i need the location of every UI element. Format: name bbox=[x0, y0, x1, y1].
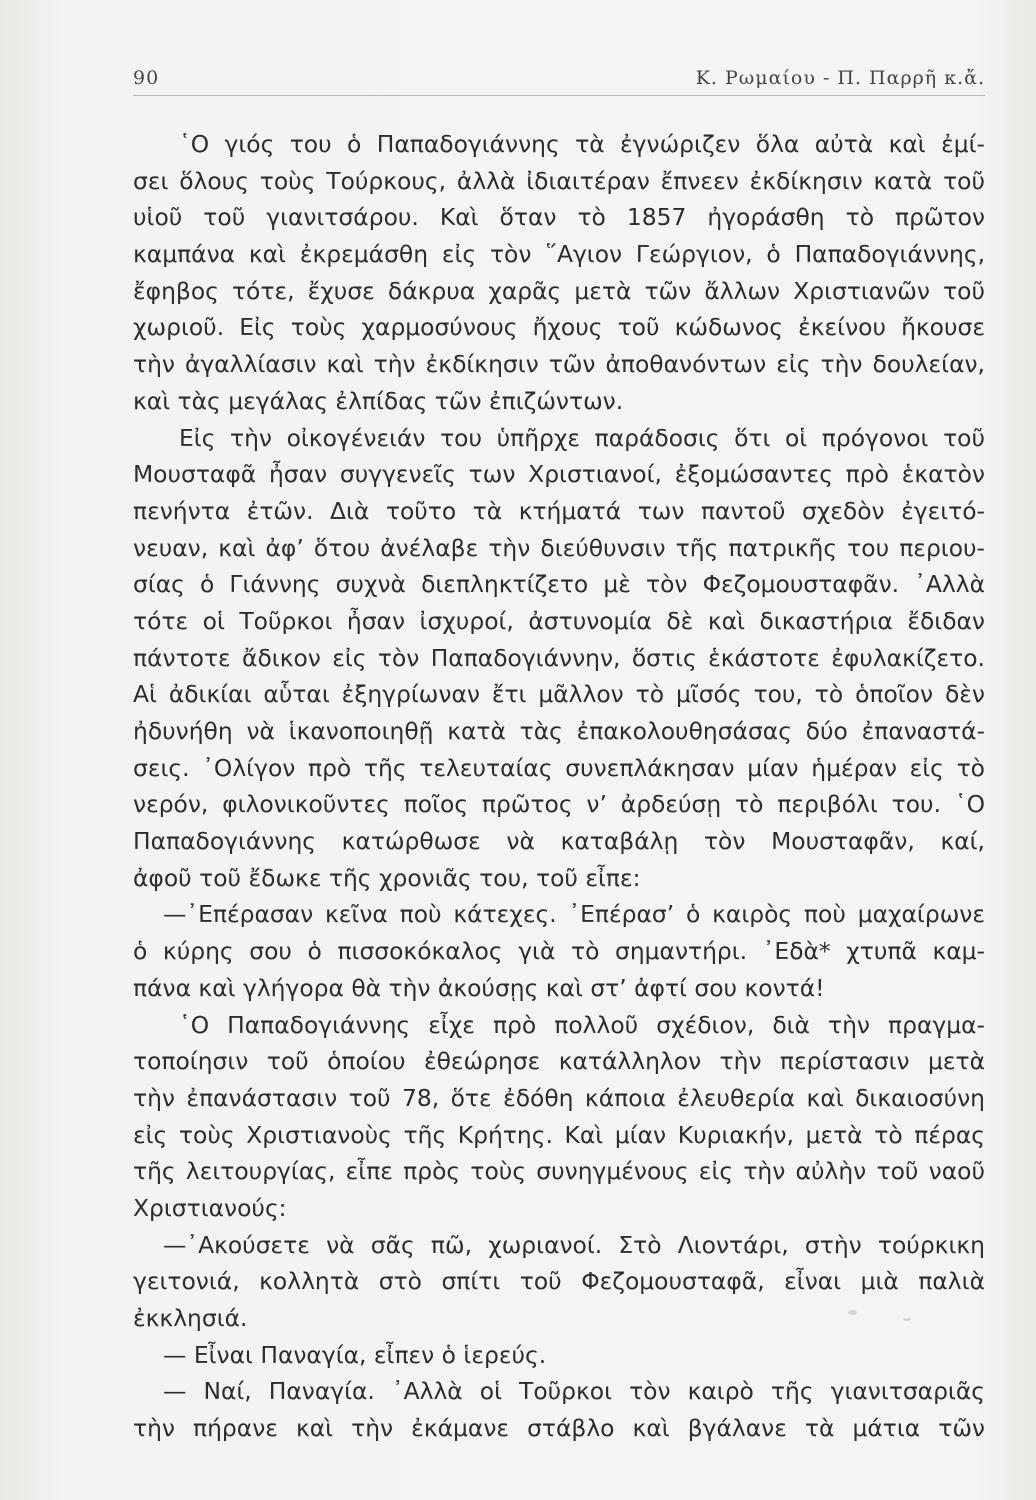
dialogue-paragraph bbox=[133, 1337, 985, 1374]
page-header bbox=[133, 63, 985, 93]
paragraph bbox=[133, 126, 985, 420]
text-line: ἠδυνήθη νὰ ἱκανοποιηθῇ κατὰ τὰς ἐπακολουθησάσας δύο ἐπαναστά- bbox=[133, 717, 985, 745]
text-line: σει ὅλους τοὺς Τούρκους, ἀλλὰ ἰδιαιτέραν ἔπνεεν ἐκδίκησιν κατὰ τοῦ bbox=[133, 166, 985, 195]
text-line: τῆς λειτουργίας, εἶπε πρὸς τοὺς συνηγμένους εἰς τὴν αὐλὴν τοῦ ναοῦ bbox=[133, 1157, 985, 1186]
ink-speck bbox=[848, 1310, 857, 1315]
body-text bbox=[133, 126, 985, 1447]
ink-speck bbox=[903, 1318, 911, 1321]
text-line: χωριοῦ. Εἰς τοὺς χαρμοσύνους ἤχους τοῦ κώδωνος ἐκείνου ἤκουσε bbox=[133, 313, 985, 342]
text-line: τὴν πήρανε καὶ τὴν ἐκάμανε στάβλο καὶ βγάλανε τὰ μάτια τῶν bbox=[133, 1414, 985, 1443]
text-line: ῾Ο Παπαδογιάννης εἶχε πρὸ πολλοῦ σχέδιον, διὰ τὴν πραγμα- bbox=[179, 1010, 985, 1039]
text-line: Μουσταφᾶ ἦσαν συγγενεῖς των Χριστιανοί, ἐξομώσαντες πρὸ ἑκατὸν bbox=[133, 460, 985, 489]
header-rule bbox=[133, 95, 985, 96]
page-number: 90 bbox=[133, 67, 160, 89]
text-line: Εἰς τὴν οἰκογένειάν του ὑπῆρχε παράδοσις ὅτι οἱ πρόγονοι τοῦ bbox=[179, 423, 985, 452]
text-line: ῾Ο γιός του ὁ Παπαδογιάννης τὰ ἐγνώριζεν ὅλα αὐτὰ καὶ ἐμί- bbox=[179, 130, 985, 158]
text-line: νερόν, φιλονικοῦντες ποῖος πρῶτος ν’ ἀρδεύσῃ τὸ περιβόλι του. ῾Ο bbox=[133, 790, 985, 819]
text-line: σίας ὁ Γιάννης συχνὰ διεπληκτίζετο μὲ τὸν Φεζομουσταφᾶν. ᾿Αλλὰ bbox=[133, 570, 985, 599]
dialogue-paragraph bbox=[133, 1373, 985, 1446]
text-line: νευαν, καὶ ἀφ’ ὅτου ἀνέλαβε τὴν διεύθυνσιν τῆς πατρικῆς του περιου- bbox=[133, 533, 985, 562]
text-line: γειτονιά, κολλητὰ στὸ σπίτι τοῦ Φεζομουσταφᾶ, εἶναι μιὰ παλιὰ bbox=[133, 1267, 985, 1296]
paragraph bbox=[133, 420, 985, 897]
text-line: — Εἶναι Παναγία, εἶπεν ὁ ἱερεύς. bbox=[163, 1340, 547, 1369]
text-line: τὴν ἐπανάστασιν τοῦ 78, ὅτε ἐδόθη κάποια ἐλευθερία καὶ δικαιοσύνη bbox=[133, 1083, 985, 1112]
text-line: εἰς τοὺς Χριστιανοὺς τῆς Κρήτης. Καὶ μίαν Κυριακήν, μετὰ τὸ πέρας bbox=[133, 1120, 985, 1149]
text-line: τὴν ἀγαλλίασιν καὶ τὴν ἐκδίκησιν τῶν ἀποθανόντων εἰς τὴν δουλείαν, bbox=[133, 350, 985, 379]
text-line: τοποίησιν τοῦ ὁποίου ἐθεώρησε κατάλληλον τὴν περίστασιν μετὰ bbox=[133, 1047, 985, 1076]
text-line: πάνα καὶ γλήγορα θὰ τὴν ἀκούσῃς καὶ στ’ ἀφτί σου κοντά! bbox=[133, 973, 825, 1002]
text-line: τότε οἱ Τοῦρκοι ἦσαν ἰσχυροί, ἀστυνομία δὲ καὶ δικαστήρια ἔδιδαν bbox=[133, 606, 985, 635]
text-line: Χριστιανούς: bbox=[133, 1193, 287, 1222]
text-line: πενήντα ἐτῶν. Διὰ τοῦτο τὰ κτήματά των παντοῦ σχεδὸν ἐγειτό- bbox=[133, 496, 985, 525]
text-line: υἱοῦ τοῦ γιανιτσάρου. Καὶ ὅταν τὸ 1857 ἠγοράσθη τὸ πρῶτον bbox=[133, 203, 985, 232]
text-line: ἀφοῦ τοῦ ἔδωκε τῆς χρονιᾶς του, τοῦ εἶπε: bbox=[133, 863, 641, 892]
text-line: ἐκκλησιά. bbox=[133, 1304, 248, 1332]
text-line: Αἱ ἀδικίαι αὗται ἐξηγρίωναν ἔτι μᾶλλον τὸ μῖσός του, τὸ ὁποῖον δὲν bbox=[133, 680, 985, 709]
dialogue-paragraph bbox=[133, 1227, 985, 1337]
text-line: Παπαδογιάννης κατώρθωσε νὰ καταβάλῃ τὸν Μουσταφᾶν, καί, bbox=[133, 827, 985, 856]
text-line: — Ναί, Παναγία. ᾿Αλλὰ οἱ Τοῦρκοι τὸν καιρὸ τῆς γιανιτσαριᾶς bbox=[163, 1377, 985, 1406]
paragraph bbox=[133, 1007, 985, 1227]
text-line: —᾿Επέρασαν κεῖνα ποὺ κάτεχες. ᾿Επέρασ’ ὁ καιρὸς ποὺ μαχαίρωνε bbox=[163, 900, 985, 929]
dialogue-paragraph bbox=[133, 896, 985, 1006]
text-line: καὶ τὰς μεγάλας ἐλπίδας τῶν ἐπιζώντων. bbox=[133, 386, 624, 415]
text-line: σεις. ᾿Ολίγον πρὸ τῆς τελευταίας συνεπλάκησαν μίαν ἡμέραν εἰς τὸ bbox=[133, 753, 985, 782]
text-line: ἔφηβος τότε, ἔχυσε δάκρυα χαρᾶς μετὰ τῶν ἄλλων Χριστιανῶν τοῦ bbox=[133, 276, 985, 305]
text-line: πάντοτε ἄδικον εἰς τὸν Παπαδογιάννην, ὅστις ἑκάστοτε ἐφυλακίζετο. bbox=[133, 643, 985, 672]
running-head: Κ. Ρωμαίου - Π. Παρρῆ κ.ἄ. bbox=[695, 67, 985, 89]
text-line: ὁ κύρης σου ὁ πισσοκόκαλος γιὰ τὸ σημαντήρι. ᾿Εδὰ* χτυπᾶ καμ- bbox=[133, 937, 985, 966]
text-line: καμπάνα καὶ ἐκρεμάσθη εἰς τὸν ῞Αγιον Γεώργιον, ὁ Παπαδογιάννης, bbox=[133, 240, 985, 269]
text-line: —᾿Ακούσετε νὰ σᾶς πῶ, χωριανοί. Στὸ Λιοντάρι, στὴν τούρκικη bbox=[163, 1230, 985, 1259]
